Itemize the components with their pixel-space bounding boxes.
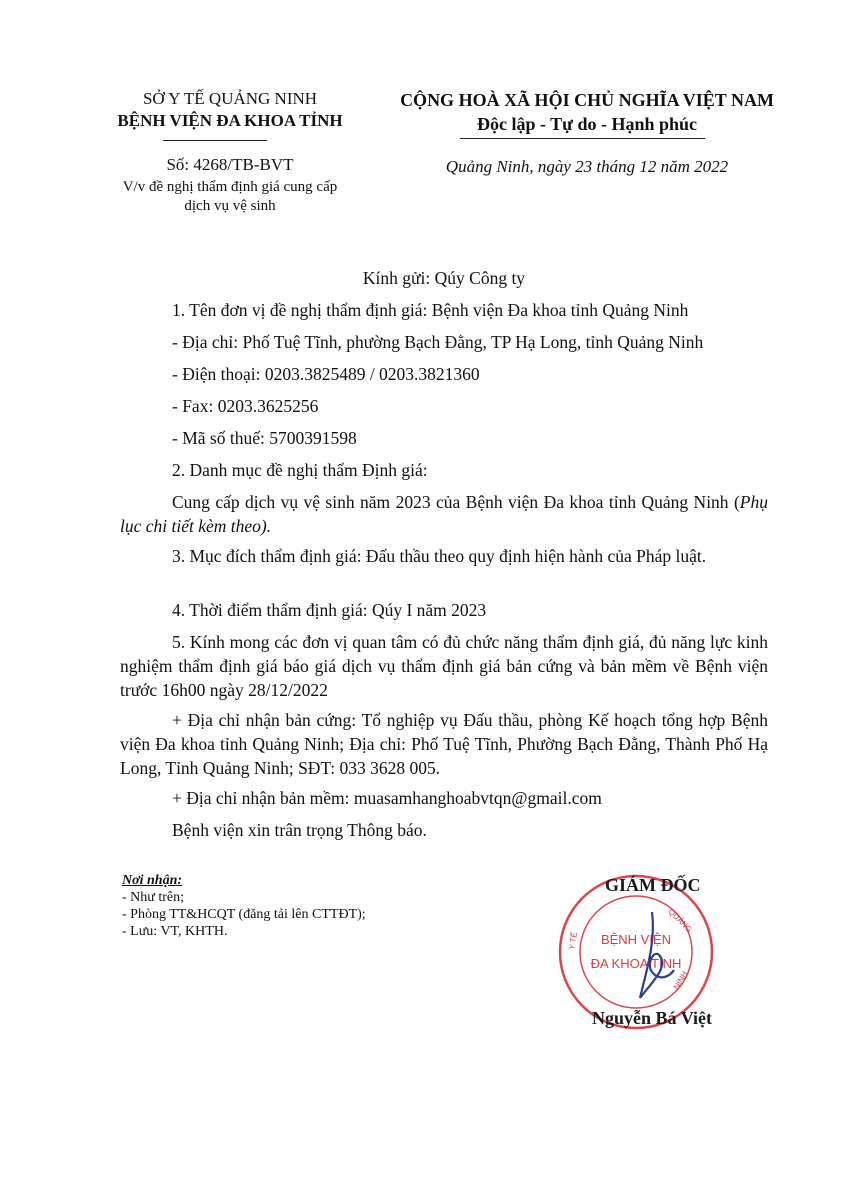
right-divider — [460, 138, 705, 139]
issuing-agency-block — [100, 88, 360, 132]
hard-copy-address: + Địa chỉ nhận bản cứng: Tổ nghiệp vụ Đấu thầu, phòng Kế hoạch tổng hợp Bệnh viện Đa khoa tỉnh Quảng Ninh; Địa chỉ: Phố Tuệ Tĩnh, Phường Bạch Đằng, Thành Phố Hạ Long, Tỉnh Quảng Ninh; SĐT: 033 3628 005. — [120, 710, 768, 778]
paragraph-3: 3. Mục đích thẩm định giá: Đấu thầu theo quy định hiện hành của Pháp luật. — [172, 546, 707, 566]
paragraph-1: 1. Tên đơn vị đề nghị thẩm định giá: Bệnh viện Đa khoa tỉnh Quảng Ninh — [172, 300, 689, 320]
paragraph-2: 2. Danh mục đề nghị thẩm Định giá: — [172, 460, 428, 480]
soft-copy-address: + Địa chỉ nhận bản mềm: muasamhanghoabvtqn@gmail.com — [172, 788, 602, 808]
recipient-item: - Như trên; — [122, 890, 185, 905]
document-subject — [100, 178, 360, 216]
paragraph-2-detail — [120, 490, 768, 538]
address-line: - Địa chỉ: Phố Tuệ Tĩnh, phường Bạch Đằng, TP Hạ Long, tỉnh Quảng Ninh — [172, 332, 704, 352]
hospital-name: BỆNH VIỆN ĐA KHOA TỈNH — [117, 111, 343, 130]
stamp-line-2: ĐA KHOA TỈNH — [590, 956, 682, 971]
tax-line: - Mã số thuế: 5700391598 — [172, 428, 357, 448]
appendix-note: Phụ lục chi tiết kèm theo). — [120, 492, 768, 536]
paragraph-4: 4. Thời điểm thẩm định giá: Qúy I năm 2023 — [172, 600, 487, 620]
fax-line: - Fax: 0203.3625256 — [172, 396, 319, 416]
recipients-title: Nơi nhận: — [122, 873, 183, 888]
national-motto: Độc lập - Tự do - Hạnh phúc — [476, 114, 698, 134]
subject-line-1: V/v đề nghị thẩm định giá cung cấp — [122, 179, 338, 195]
svg-text:QUẢNG: QUẢNG — [666, 907, 694, 935]
stamp-line-1: BỆNH VIỆN — [600, 932, 672, 947]
signature-scribble — [640, 912, 674, 998]
national-header — [372, 88, 802, 136]
recipients-block — [122, 872, 366, 940]
closing-line: Bệnh viện xin trân trọng Thông báo. — [172, 820, 427, 840]
paragraph-5: 5. Kính mong các đơn vị quan tâm có đủ chức năng thẩm định giá, đủ năng lực kinh nghiệm thẩm định giá báo giá dịch vụ thẩm định giá bản cứng và bản mềm về Bệnh viện trước 16h00 ngày 28/12/2022 — [120, 632, 768, 700]
recipient-item: - Phòng TT&HCQT (đăng tải lên CTTĐT); — [122, 907, 366, 922]
agency-name: SỞ Y TẾ QUẢNG NINH — [142, 89, 318, 108]
salutation: Kính gửi: Qúy Công ty — [362, 268, 526, 288]
signer-name: Nguyễn Bá Việt — [592, 1008, 713, 1028]
document-number: Số: 4268/TB-BVT — [166, 155, 294, 174]
subject-line-2: dịch vụ vệ sinh — [184, 198, 276, 214]
phone-line: - Điện thoại: 0203.3825489 / 0203.3821360 — [172, 364, 480, 384]
country-name: CỘNG HOÀ XÃ HỘI CHỦ NGHĨA VIỆT NAM — [400, 90, 774, 110]
signer-title: GIÁM ĐỐC — [605, 875, 701, 895]
svg-text:NINH: NINH — [671, 969, 690, 991]
paragraph-2-detail-text: Cung cấp dịch vụ vệ sinh năm 2023 của Bệnh viện Đa khoa tỉnh Quảng Ninh ( — [172, 492, 740, 512]
left-divider — [163, 140, 267, 141]
place-date: Quảng Ninh, ngày 23 tháng 12 năm 2022 — [445, 157, 729, 176]
svg-text:Y TẾ: Y TẾ — [567, 931, 580, 951]
recipient-item: - Lưu: VT, KHTH. — [122, 924, 228, 939]
